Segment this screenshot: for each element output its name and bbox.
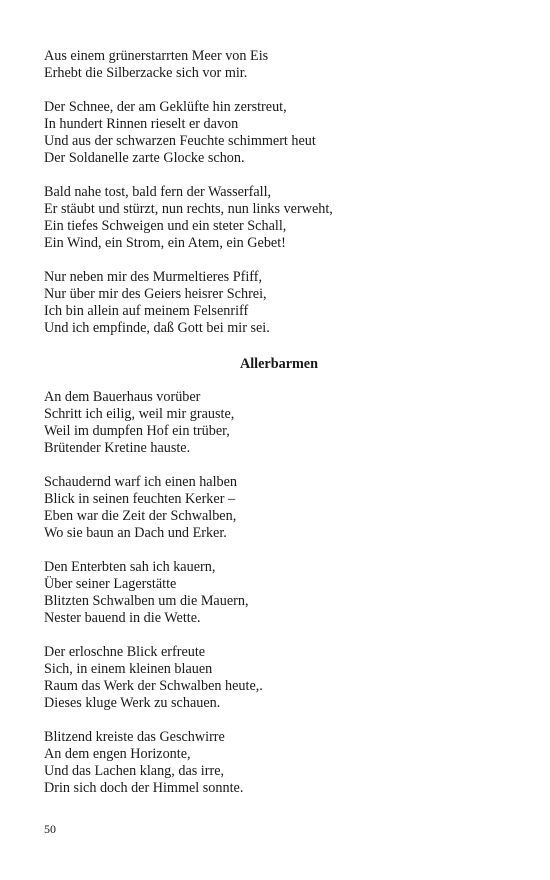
verse-line: Wo sie baun an Dach und Erker. <box>44 525 227 541</box>
book-page <box>44 48 514 797</box>
stanza <box>44 559 514 627</box>
stanza <box>44 389 514 457</box>
verse-line: Über seiner Lagerstätte <box>44 576 177 592</box>
verse-line: Schaudernd warf ich einen halben <box>44 474 238 490</box>
poem-title: Allerbarmen <box>239 356 318 372</box>
verse-line: Bald nahe tost, bald fern der Wasserfall, <box>44 184 272 200</box>
verse-line: Er stäubt und stürzt, nun rechts, nun links verweht, <box>44 201 333 217</box>
verse-line: Sich, in einem kleinen blauen <box>44 661 213 677</box>
verse-line: Der erloschne Blick erfreute <box>44 644 206 660</box>
verse-line: Aus einem grünerstarrten Meer von Eis <box>44 48 269 64</box>
verse-line: Raum das Werk der Schwalben heute,. <box>44 678 263 694</box>
verse-line: Und das Lachen klang, das irre, <box>44 763 225 779</box>
verse-line: Den Enterbten sah ich kauern, <box>44 559 216 575</box>
verse-line: Erhebt die Silberzacke sich vor mir. <box>44 65 248 81</box>
stanza <box>44 99 514 167</box>
stanza <box>44 474 514 542</box>
verse-line: Nur über mir des Geiers heisrer Schrei, <box>44 286 267 302</box>
stanza <box>44 269 514 337</box>
poem-2 <box>44 389 514 797</box>
page-number: 50 <box>44 822 56 836</box>
verse-line: Ein Wind, ein Strom, ein Atem, ein Gebet! <box>44 235 286 251</box>
verse-line: Blick in seinen feuchten Kerker – <box>44 491 236 507</box>
verse-line: Nester bauend in die Wette. <box>44 610 201 626</box>
verse-line: An dem Bauerhaus vorüber <box>44 389 201 405</box>
stanza <box>44 729 514 797</box>
verse-line: Nur neben mir des Murmeltieres Pfiff, <box>44 269 263 285</box>
verse-line: Ich bin allein auf meinem Felsenriff <box>44 303 249 319</box>
verse-line: Schritt ich eilig, weil mir grauste, <box>44 406 235 422</box>
verse-line: Und aus der schwarzen Feuchte schimmert heut <box>44 133 316 149</box>
verse-line: Und ich empfinde, daß Gott bei mir sei. <box>44 320 270 336</box>
verse-line: Drin sich doch der Himmel sonnte. <box>44 780 244 796</box>
verse-line: Der Schnee, der am Geklüfte hin zerstreut, <box>44 99 287 115</box>
verse-line: Blitzend kreiste das Geschwirre <box>44 729 225 745</box>
verse-line: Dieses kluge Werk zu schauen. <box>44 695 221 711</box>
verse-line: Eben war die Zeit der Schwalben, <box>44 508 237 524</box>
verse-line: In hundert Rinnen rieselt er davon <box>44 116 239 132</box>
stanza <box>44 644 514 712</box>
verse-line: Brütender Kretine hauste. <box>44 440 191 456</box>
verse-line: An dem engen Horizonte, <box>44 746 191 762</box>
poem-1 <box>44 48 514 337</box>
stanza <box>44 48 514 82</box>
verse-line: Der Soldanelle zarte Glocke schon. <box>44 150 245 166</box>
verse-line: Weil im dumpfen Hof ein trüber, <box>44 423 230 439</box>
verse-line: Ein tiefes Schweigen und ein steter Schall, <box>44 218 287 234</box>
stanza <box>44 184 514 252</box>
verse-line: Blitzten Schwalben um die Mauern, <box>44 593 249 609</box>
